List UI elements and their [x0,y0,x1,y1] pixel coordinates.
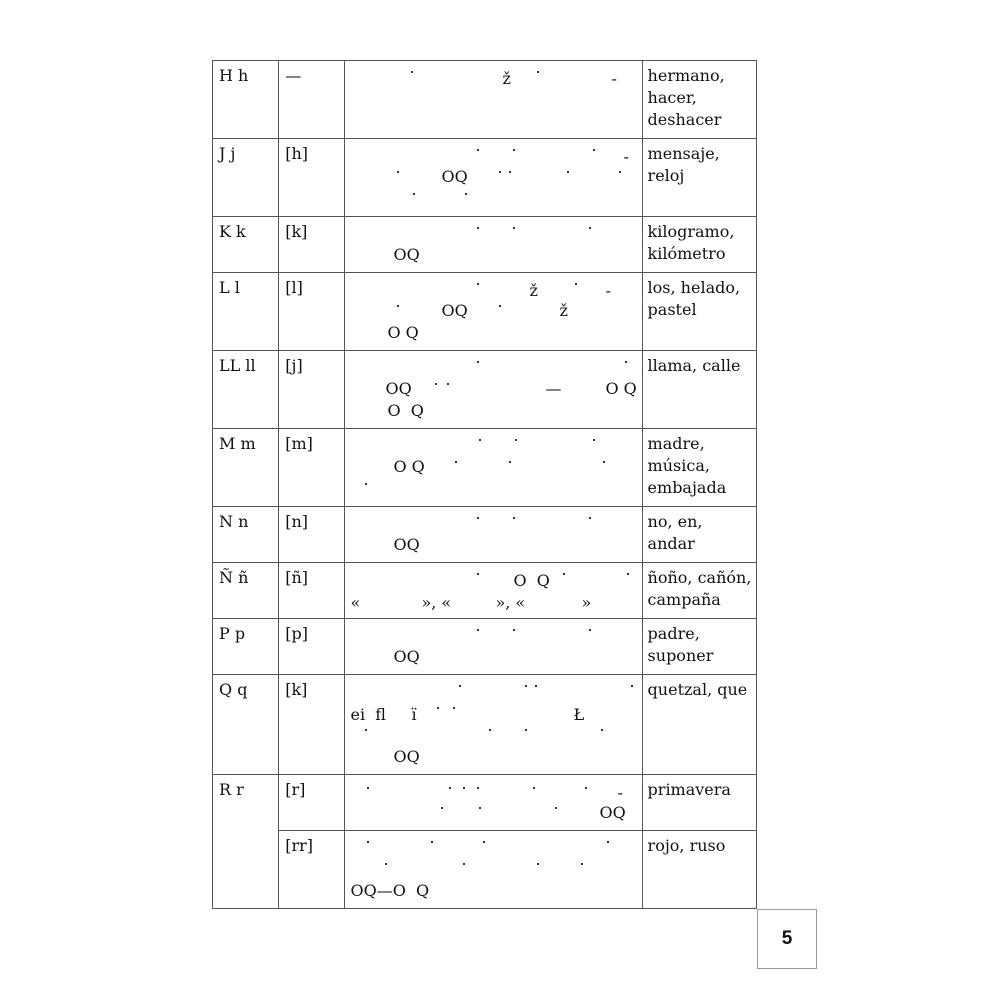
ipa-cell [279,619,345,675]
dot-mark [449,787,451,789]
dot-mark [589,629,591,631]
dot-mark [535,685,537,687]
dot-mark [525,729,527,731]
dot-mark [477,629,479,631]
dot-mark [537,71,539,73]
examples: rojo, ruso [647,836,726,855]
description-fragment: O Q [387,401,424,420]
dot-mark [397,171,399,173]
dot-mark [585,787,587,789]
ipa-cell [279,139,345,217]
description-fragment: OQ [441,167,468,186]
dot-mark [489,729,491,731]
letter-cell [213,775,279,909]
table-row [213,619,757,675]
description-cell [345,563,642,619]
ipa-cell [279,563,345,619]
table-row [213,831,757,909]
ipa-cell [279,775,345,831]
dot-mark [367,841,369,843]
description-fragment: — [545,379,562,398]
dot-mark [477,573,479,575]
dot-mark [441,807,443,809]
ipa-cell [279,351,345,429]
dot-mark [411,71,413,73]
description-cell [345,139,642,217]
dot-mark [513,227,515,229]
dot-mark [593,149,595,151]
dot-mark [601,729,603,731]
ipa: [l] [285,278,303,297]
examples-cell [642,61,756,139]
letter-cell [213,217,279,273]
examples: madre, música, embajada [647,434,727,497]
dot-mark [513,517,515,519]
dot-mark [465,193,467,195]
description-fragment: OQ—O Q [350,881,430,900]
description-fragment: OQ [385,379,412,398]
dot-mark [513,149,515,151]
description-fragment: - [605,281,611,300]
description-fragment: ei fl [350,705,386,724]
dot-mark [513,629,515,631]
letter-cell [213,139,279,217]
dot-mark [365,729,367,731]
description-fragment: ž [559,301,568,320]
dot-mark [385,863,387,865]
description-fragment: O Q [387,323,419,342]
letter: N n [219,512,249,531]
description-fragment: OQ [441,301,468,320]
description-fragment: », « [421,593,452,612]
ipa-cell [279,273,345,351]
dot-mark [581,863,583,865]
dot-mark [509,171,511,173]
dot-mark [515,439,517,441]
dot-mark [459,685,461,687]
dot-mark [499,171,501,173]
table-row [213,139,757,217]
dot-mark [463,863,465,865]
description-cell [345,61,642,139]
description-fragment: « [350,593,361,612]
examples: llama, calle [647,356,741,375]
letter-cell [213,61,279,139]
letter: M m [219,434,256,453]
ipa: [n] [285,512,309,531]
dot-mark [509,461,511,463]
description-fragment: ž [529,281,538,300]
examples-cell [642,351,756,429]
dot-mark [477,227,479,229]
ipa: [h] [285,144,309,163]
examples-cell [642,139,756,217]
phonetics-table [212,60,757,909]
dot-mark [567,171,569,173]
description-fragment: - [623,147,629,166]
ipa-cell [279,675,345,775]
examples-cell [642,429,756,507]
ipa-cell [279,831,345,909]
letter-cell [213,351,279,429]
examples-cell [642,619,756,675]
dot-mark [397,305,399,307]
description-cell [345,217,642,273]
examples: quetzal, que [647,680,748,699]
dot-mark [603,461,605,463]
dot-mark [499,305,501,307]
ipa-cell [279,429,345,507]
letter: K k [219,222,246,241]
examples-cell [642,831,756,909]
dot-mark [479,807,481,809]
letter-cell [213,675,279,775]
letter: LL ll [219,356,256,375]
dot-mark [365,483,367,485]
letter-cell [213,619,279,675]
dot-mark [589,227,591,229]
dot-mark [477,149,479,151]
dot-mark [413,193,415,195]
dot-mark [575,283,577,285]
dot-mark [619,171,621,173]
dot-mark [367,787,369,789]
ipa-cell [279,217,345,273]
letter: Q q [219,680,248,699]
examples-cell [642,273,756,351]
letter-cell [213,507,279,563]
dot-mark [593,439,595,441]
table-row [213,675,757,775]
description-fragment: O Q [513,571,550,590]
description-cell [345,507,642,563]
description-cell [345,351,642,429]
letter: Ñ ñ [219,568,249,587]
examples: primavera [647,780,731,799]
dot-mark [455,461,457,463]
dot-mark [477,517,479,519]
examples-cell [642,675,756,775]
dot-mark [463,787,465,789]
table-row [213,563,757,619]
dot-mark [525,685,527,687]
ipa: [ñ] [285,568,309,587]
dot-mark [625,361,627,363]
dot-mark [479,439,481,441]
description-cell [345,429,642,507]
examples-cell [642,217,756,273]
description-fragment: O Q [605,379,637,398]
dot-mark [453,707,455,709]
dot-mark [435,383,437,385]
ipa: — [285,66,302,85]
description-fragment: ž [502,69,511,88]
examples-cell [642,775,756,831]
examples: kilogramo, kilómetro [647,222,735,263]
examples: padre, suponer [647,624,714,665]
description-fragment: Ł [573,705,585,724]
dot-mark [589,517,591,519]
table-row [213,273,757,351]
description-fragment: - [611,69,617,88]
examples-cell [642,507,756,563]
dot-mark [631,685,633,687]
description-cell [345,775,642,831]
examples-cell [642,563,756,619]
description-cell [345,831,642,909]
dot-mark [477,283,479,285]
description-fragment: OQ [393,535,420,554]
description-fragment: ї [411,705,417,724]
dot-mark [437,707,439,709]
description-cell [345,675,642,775]
ipa: [k] [285,680,308,699]
dot-mark [537,863,539,865]
ipa: [m] [285,434,313,453]
ipa-cell [279,507,345,563]
description-fragment: », « [495,593,526,612]
letter: J j [219,144,236,163]
description-fragment: OQ [393,245,420,264]
examples: mensaje, reloj [647,144,720,185]
dot-mark [431,841,433,843]
description-cell [345,619,642,675]
description-fragment: » [581,593,592,612]
examples: hermano, hacer, deshacer [647,66,725,129]
letter-cell [213,429,279,507]
ipa: [k] [285,222,308,241]
ipa: [rr] [285,836,314,855]
dot-mark [483,841,485,843]
table-row [213,775,757,831]
dot-mark [477,787,479,789]
ipa: [r] [285,780,306,799]
dot-mark [555,807,557,809]
examples: no, en, andar [647,512,703,553]
ipa-cell [279,61,345,139]
description-fragment: O Q [393,457,425,476]
examples: los, helado, pastel [647,278,741,319]
description-cell [345,273,642,351]
letter: R r [219,780,244,799]
dot-mark [533,787,535,789]
table-row [213,429,757,507]
description-fragment: OQ [393,647,420,666]
dot-mark [447,383,449,385]
dot-mark [627,573,629,575]
table-row [213,351,757,429]
table-row [213,507,757,563]
table-row [213,61,757,139]
letter-cell [213,563,279,619]
letter: L l [219,278,240,297]
examples: ñoño, cañón, campaña [647,568,752,609]
page-number: 5 [757,909,817,969]
description-fragment: - [617,783,623,802]
ipa: [j] [285,356,303,375]
dot-mark [477,361,479,363]
description-fragment: OQ [393,747,420,766]
description-fragment: OQ [599,803,626,822]
table-row [213,217,757,273]
letter: H h [219,66,249,85]
ipa: [p] [285,624,308,643]
letter: P p [219,624,246,643]
dot-mark [563,573,565,575]
dot-mark [607,841,609,843]
letter-cell [213,273,279,351]
